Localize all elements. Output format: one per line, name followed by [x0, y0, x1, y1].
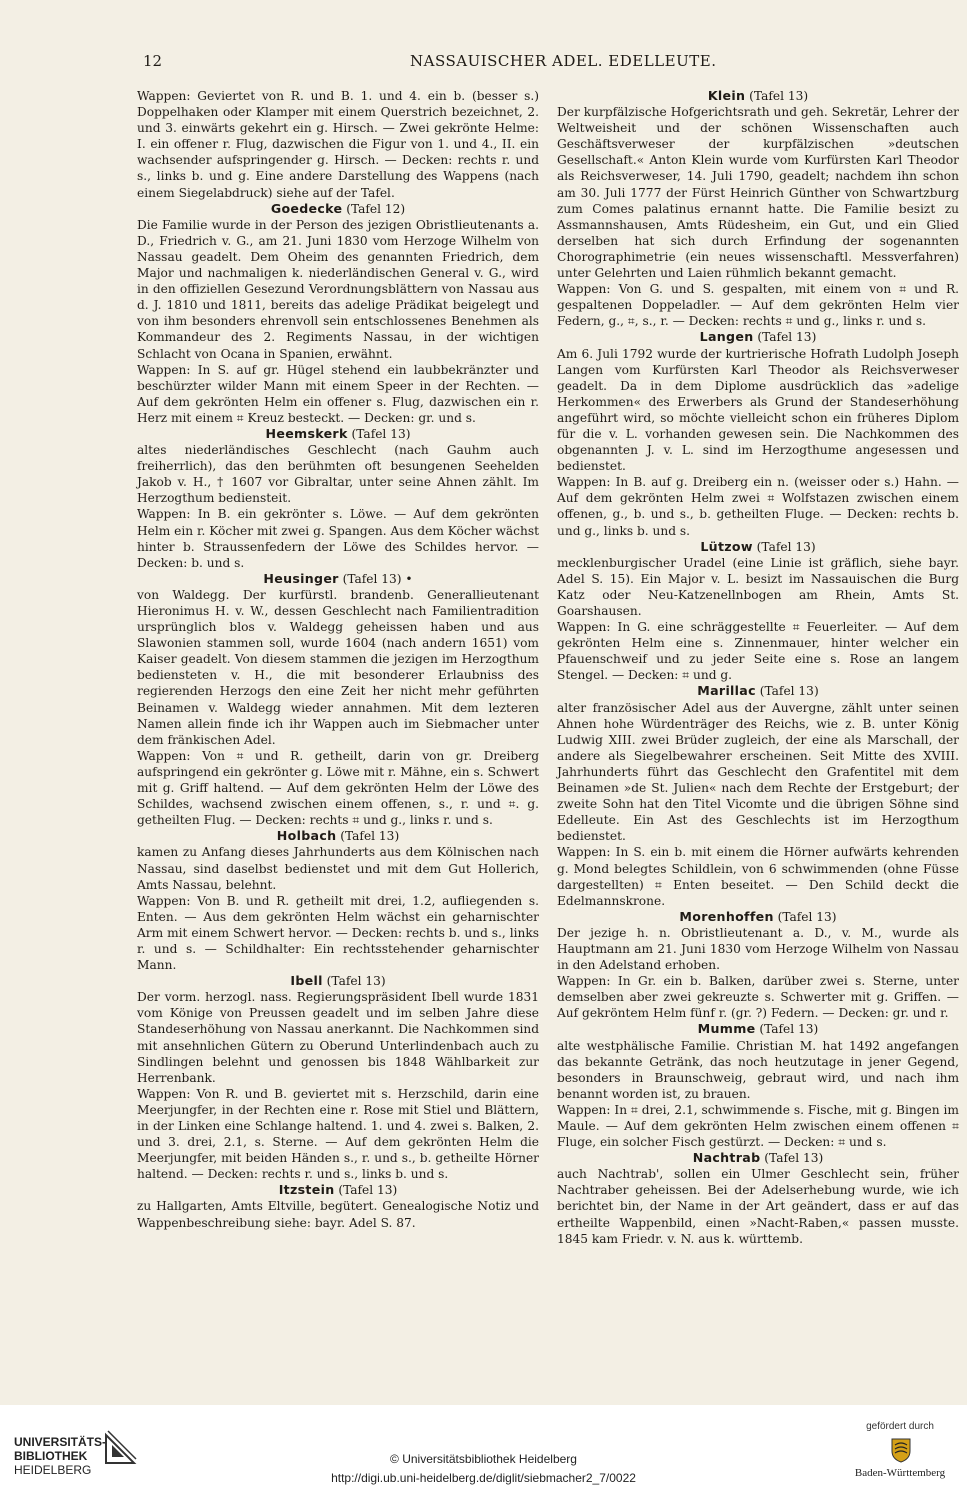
tafel-reference: (Tafel 13) [749, 89, 809, 103]
entry-paragraph: Der jezige h. n. Obristlieutenant a. D., v. M., wurde als Hauptmann am 21. Juni 1830 vom Herzoge Wilhelm von Nassau in den Adelstand erhoben. [557, 925, 959, 973]
right-column [557, 88, 959, 1247]
entry-paragraph: Die Familie wurde in der Person des jezigen Obristlieutenants a. D., Friedrich v. G., am 21. Juni 1830 vom Herzoge Wilhelm von Nassau geadelt. Dem Oheim des genannten Friedrich, dem Major und nachmaligen k. niederländischen General v. G., wird in den offiziellen Gesezund Verordnungsblättern von Nassau aus d. J. 1810 und 1811, bereits das adelige Prädikat beigelegt und von ihm besonders ehrenvoll sein entschlossenes Benehmen als Kommandeur des 2. Regiments Nassau, in der wichtigen Schlacht von Ocana in Spanien, erwähnt. [137, 217, 539, 361]
entry-heading [137, 828, 539, 844]
entry-paragraph: Wappen: In S. ein b. mit einem die Hörner aufwärts kehrenden g. Mond belegtes Schildlein, von 6 schwimmenden (ohne Füsse dargestellten) ⌗ Enten beseitet. — Den Schild deckt die Edelmannskrone. [557, 845, 959, 908]
entry-paragraph: Wappen: In Gr. ein b. Balken, darüber zwei s. Sterne, unter demselben aber zwei gekreuzte s. Schwerter mit g. Griffen. — Auf gekröntem Helm fünf r. (gr. ?) Federn. — Decken: gr. und r. [557, 974, 959, 1021]
entry-paragraph: Wappen: Von B. und R. getheilt mit drei, 1.2, aufliegenden s. Enten. — Aus dem gekrönten Helm wächst ein geharnischter Arm mit einem Schwert hervor. — Decken: rechts b. und s., links r. und s. — Schildhalter: Ein rechtsstehender geharnischter Mann. [137, 893, 539, 973]
entry-name: Heusinger [263, 570, 339, 586]
entry-name: Goedecke [270, 200, 343, 216]
entry-paragraph: zu Hallgarten, Amts Eltville, begütert. Genealogische Notiz und Wappenbeschreibung siehe: bayr. Adel S. 87. [137, 1199, 539, 1230]
entry-name: Itzstein [278, 1182, 335, 1198]
entry-heading [557, 1150, 959, 1166]
entry-heading [557, 539, 959, 555]
entry-paragraph: Der kurpfälzische Hofgerichtsrath und geh. Sekretär, Lehrer der Weltweisheit und der schönen Wissenschaften auch Geschäftsverweser der kurpfälzischen »deutschen Gesellschaft.« Anton Klein wurde vom Kurfürsten Karl Theodor als Reichsverweser, 14. Juli 1790, geadelt; nachdem ihn schon am 30. Juli 1777 der Fürst Heinrich Günther von Schwartzburg zum Comes palatinus ernannt hatte. Die Familie besizt zu Assmannshausen, Amts Rüdesheim, ein Gut, und ein Glied derselben hat sich durch Erfindung der sogenannten Chorographimetrie (ein neues wissenschaftl. Messverfahren) unter Gelehrten und Laien rühmlich bekannt gemacht. [557, 105, 959, 281]
entry-name: Langen [699, 329, 754, 345]
university-name-line1: UNIVERSITÄTS- [14, 1435, 107, 1449]
funding-label: gefördert durch [866, 1421, 934, 1432]
entry-paragraph: Wappen: In B. auf g. Dreiberg ein n. (weisser oder s.) Hahn. — Auf dem gekrönten Helm zwei ⌗ Wolfstazen zwischen einem offenen, g., b. und s., b. getheilten Fluge. — Decken: rechts b. und g., links b. und s. [557, 475, 959, 538]
entry-paragraph: Wappen: In B. ein gekrönter s. Löwe. — Auf dem gekrönten Helm ein r. Köcher mit zwei g. Spangen. Aus dem Köcher wächst hinter b. Straussenfedern der Löwe des Schildes hervor. — Decken: b. und s. [137, 507, 539, 570]
entry-paragraph: Wappen: In S. auf gr. Hügel stehend ein laubbekränzter und beschürzter wilder Mann mit einem Speer in der Rechten. — Auf dem gekrönten Helm ein offener s. Flug, dazwischen ein r. Herz mit einem ⌗ Kreuz besteckt. — Decken: gr. und s. [137, 362, 539, 425]
entry-heading [137, 1182, 539, 1198]
entry-paragraph: Am 6. Juli 1792 wurde der kurtrierische Hofrath Ludolph Joseph Langen vom Kurfürsten Karl Theodor als Reichsverweser geadelt. Da in dem Diplome ausdrücklich das »adelige Herkommen« des Erwerbers als Grund der Standeserhöhung angeführt wird, so möchte vielleicht schon ein früheres Diplom für die v. L. vorhanden gewesen sein. Die Nachkommen des obgenannten J. v. L. sind im Herzogthume angesessen und bedienstet. [557, 346, 959, 474]
left-column [137, 88, 539, 1231]
tafel-reference: (Tafel 13) [326, 974, 386, 989]
entry-name: Mumme [697, 1021, 756, 1037]
entry-name: Heemskerk [265, 425, 348, 441]
entry-paragraph: Wappen: Von R. und B. geviertet mit s. Herzschild, darin eine Meerjungfer, in der Rechten eine r. Rose mit Stiel und Blättern, in der Linken eine Schlange haltend. 1. und 4. zwei s. Balken, 2. und 3. drei, 2.1, s. Sterne. — Auf dem gekrönten Helm die Meerjungfer, mit beiden Händen s., r. und s., b. getheilte Hörner haltend. — Decken: rechts r. und s., links b. und s. [137, 1086, 539, 1182]
tafel-reference: (Tafel 13) [338, 1183, 398, 1198]
tafel-reference: (Tafel 13) • [342, 571, 413, 586]
tafel-reference: (Tafel 13) [777, 909, 837, 924]
entry-name: Lützow [700, 538, 753, 554]
tafel-reference: (Tafel 12) [346, 201, 406, 216]
university-name-line2: BIBLIOTHEK [14, 1449, 88, 1463]
entry-paragraph: Wappen: In ⌗ drei, 2.1, schwimmende s. Fische, mit g. Bingen im Maule. — Auf dem gekrönten Helm zwischen einem offenen ⌗ Fluge, ein solcher Fisch gestürzt. — Decken: ⌗ und s. [557, 1102, 959, 1150]
running-head: NASSAUISCHER ADEL. EDELLEUTE. [410, 52, 717, 70]
entry-paragraph: mecklenburgischer Uradel (eine Linie ist gräflich, siehe bayr. Adel S. 15). Ein Major v. L. besizt im Nassauischen die Burg Katz oder Neu-Katzenellnbogen am Rhein, Amts St. Goarshausen. [557, 555, 959, 618]
entry-heading [557, 329, 959, 345]
entry-paragraph: Wappen: Geviertet von R. und B. 1. und 4. ein b. (besser s.) Doppelhaken oder Klamper mit einem Querstrich bezeichnet, 2. und 3. einwärts gekehrt ein g. Hirsch. — Zwei gekrönte Helme: I. ein offener r. Flug, dazwischen die Figur von 1. und 4., II. ein wachsender aufspringender g. Hirsch. — Decken: rechts r. und s., links b. und g. Eine andere Darstellung des Wappens (nach einem Siegelabdruck) siehe auf der Tafel. [137, 89, 539, 200]
tafel-reference: (Tafel 13) [756, 539, 816, 554]
entry-name: Nachtrab [692, 1150, 761, 1166]
page-number: 12 [143, 52, 163, 70]
entry-paragraph: von Waldegg. Der kurfürstl. brandenb. Generallieutenant Hieronimus H. v. W., dessen Geschlecht nach Familientradition ursprünglich blos v. Waldegg geheissen haben und aus Slawonien stammen soll, wurde 1604 (nach andern 1651) vom Kaiser geadelt. Von diesem stammen die jezigen im Herzogthum bediensteten v. H., die mit besonderer Erlaubniss des regierenden Herzogs den eine Zeit her nicht mehr geführten Beinamen v. Waldegg wieder annahmen. Mit dem lezteren Namen allein finde ich ihr Wappen auch im Siebmacher unter dem fränkischen Adel. [137, 587, 539, 747]
funder-name: Baden-Württemberg [854, 1467, 946, 1479]
funder-seal-icon [890, 1437, 912, 1463]
entry-paragraph: Wappen: Von ⌗ und R. getheilt, darin von gr. Dreiberg aufspringend ein gekrönter g. Löwe mit r. Mähne, ein s. Schwert mit g. Griff haltend. — Auf dem gekrönten Helm der Löwe des Schildes, wachsend zwischen einem offenen, s., r. und ⌗. g. getheilten Flug. — Decken: rechts ⌗ und g., links r. und s. [137, 748, 539, 828]
tafel-reference: (Tafel 13) [764, 1151, 824, 1166]
entry-heading [137, 201, 539, 217]
university-name-line3: HEIDELBERG [14, 1463, 92, 1477]
footer [0, 1405, 967, 1489]
entry-paragraph: altes niederländisches Geschlecht (nach Gauhm auch freiherrlich), das den berühmten oft besungenen Seehelden Jakob v. H., † 1607 vor Gibraltar, unter seine Ahnen zählt. Im Herzogthum bediensteit. [137, 443, 539, 506]
tafel-reference: (Tafel 13) [340, 829, 400, 844]
entry-name: Ibell [290, 973, 323, 989]
entry-heading [557, 1021, 959, 1037]
entry-paragraph: auch Nachtrab', sollen ein Ulmer Geschlecht sein, früher Nachtraber geheissen. Bei der Adelserhebung wurde, wie ich berichtet bin, der Name in der Art geändert, dass er auf das ertheilte Wappenbild, einen »Nacht-Raben,« passen musste. 1845 kam Friedr. v. N. aus k. württemb. [557, 1167, 959, 1246]
entry-paragraph: Wappen: In G. eine schräggestellte ⌗ Feuerleiter. — Auf dem gekrönten Helm eine s. Zinnenmauer, hinter welcher ein Pfauenschweif und zu jeder Seite eine s. Rose an langem Stengel. — Decken: ⌗ und g. [557, 620, 959, 683]
tafel-reference: (Tafel 13) [351, 426, 411, 441]
tafel-reference: (Tafel 13) [759, 1022, 819, 1037]
entry-paragraph: Wappen: Von G. und S. gespalten, mit einem von ⌗ und R. gespaltenen Doppeladler. — Auf dem gekrönten Helm vier Federn, g., ⌗, s., r. — Decken: rechts ⌗ und g., links r. und s. [557, 282, 959, 329]
entry-heading [557, 88, 959, 104]
entry-name: Holbach [276, 828, 337, 844]
entry-heading [137, 426, 539, 442]
entry-heading [557, 683, 959, 699]
entry-paragraph: kamen zu Anfang dieses Jahrhunderts aus dem Kölnischen nach Nassau, sind daselbst bedienstet und mit dem Gut Hollerich, Amts Nassau, belehnt. [137, 845, 539, 892]
source-url-link[interactable]: http://digi.ub.uni-heidelberg.de/diglit/siebmacher2_7/0022 [331, 1471, 636, 1485]
entry-heading [137, 571, 539, 587]
tafel-reference: (Tafel 13) [757, 330, 817, 345]
entry-name: Marillac [697, 683, 756, 699]
entry-paragraph: Der vorm. herzogl. nass. Regierungspräsident Ibell wurde 1831 vom Könige von Preussen geadelt und im selben Jahre diese Standeserhöhung von Nassau anerkannt. Die Nachkommen sind mit ansehnlichen Gütern zu Oberund Unterlindenbach auch zu Sindlingen belehnt und genossen bis 1848 Wählbarkeit zur Herrenbank. [137, 990, 539, 1085]
copyright-notice: © Universitätsbibliothek Heidelberg [390, 1452, 577, 1466]
entry-paragraph: alter französischer Adel aus der Auvergne, zählt unter seinen Ahnen hohe Würdenträger des Reichs, wie z. B. unter König Ludwig XIII. zwei Brüder zugleich, der eine als Marschall, der andere als Siegelbewahrer erscheinen. Seit Mitte des XVIII. Jahrhunderts führt das Geschlecht den Grafentitel mit dem Beinamen »de St. Julien« nach dem Rechte der Erstgeburt; der zweite Sohn hat den Titel Vicomte und die übrigen Söhne sind Edelleute. Ein Ast des Geschlechts ist im Herzogthum bedienstet. [557, 700, 959, 844]
entry-name: Morenhoffen [679, 908, 774, 924]
entry-heading [557, 909, 959, 925]
entry-name: Klein [707, 88, 746, 103]
entry-heading [137, 973, 539, 989]
tafel-reference: (Tafel 13) [759, 684, 819, 699]
entry-paragraph: alte westphälische Familie. Christian M. hat 1492 angefangen das bekannte Getränk, das noch heutzutage in jener Gegend, besonders in Braunschweig, gebraut wird, und nach ihm benannt worden ist, zu brauen. [557, 1038, 959, 1101]
